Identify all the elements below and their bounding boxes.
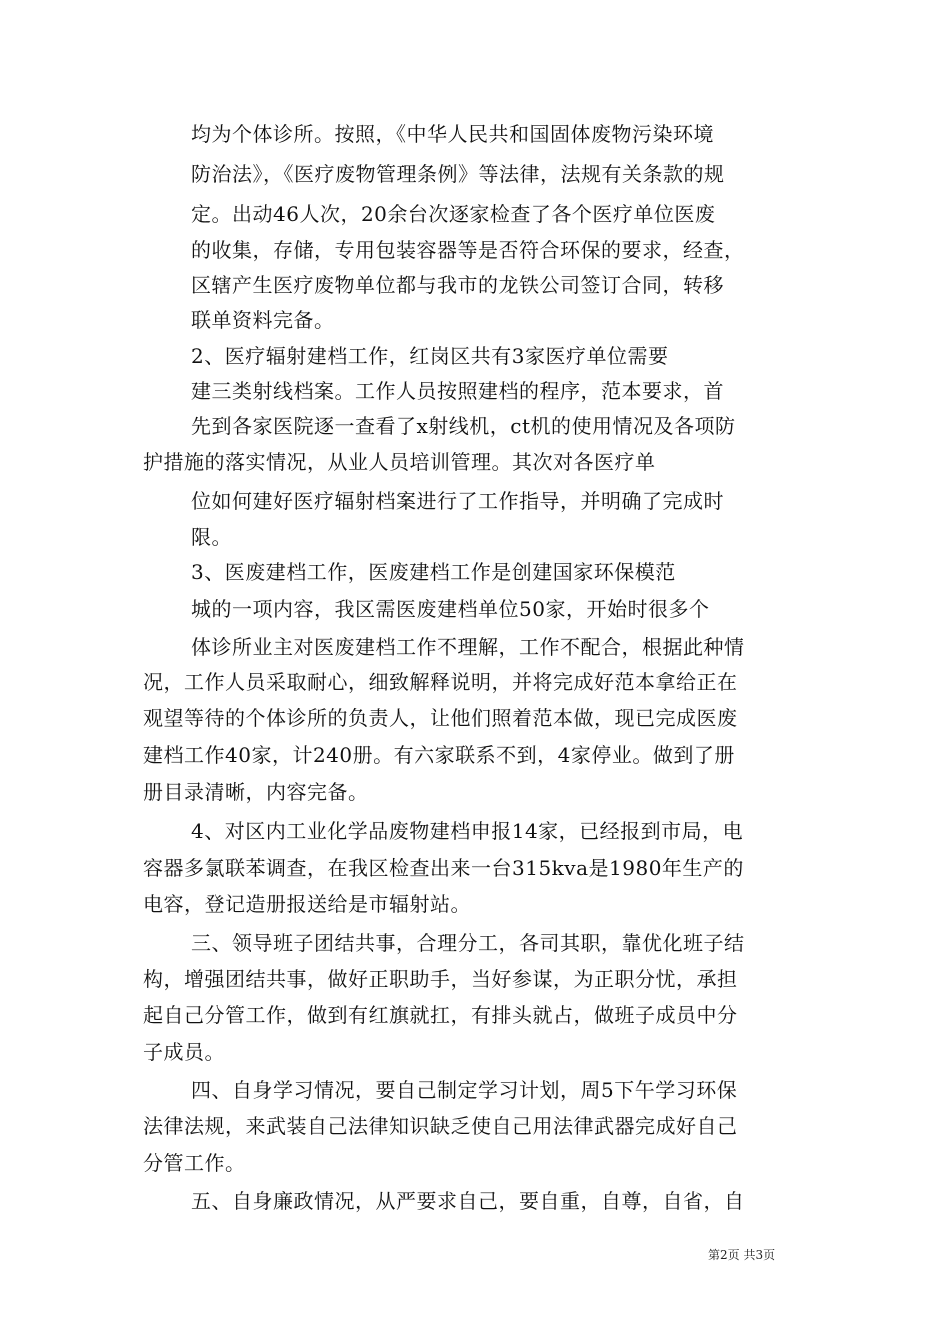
text-line: 区辖产生医疗废物单位都与我市的龙铁公司签订合同，转移 (191, 273, 724, 297)
text-line: 位如何建好医疗辐射档案进行了工作指导，并明确了完成时 (191, 489, 724, 513)
text-line: 城的一项内容，我区需医废建档单位50家，开始时很多个 (191, 597, 710, 621)
text-line: 五、自身廉政情况，从严要求自己，要自重，自尊，自省，自 (191, 1189, 745, 1213)
text-line: 子成员。 (143, 1040, 225, 1064)
text-line: 均为个体诊所。按照，《中华人民共和国固体废物污染环境 (191, 122, 714, 146)
text-line: 防治法》，《医疗废物管理条例》等法律，法规有关条款的规 (191, 162, 725, 186)
text-line: 先到各家医院逐一查看了x射线机，ct机的使用情况及各项防 (191, 414, 736, 438)
text-line: 四、自身学习情况，要自己制定学习计划，周5下午学习环保 (191, 1078, 738, 1102)
text-line: 护措施的落实情况，从业人员培训管理。其次对各医疗单 (143, 450, 656, 474)
text-line: 册目录清晰，内容完备。 (143, 780, 369, 804)
text-line: 构，增强团结共事，做好正职助手，当好参谋，为正职分忧，承担 (143, 967, 738, 991)
text-line: 的收集，存储，专用包装容器等是否符合环保的要求，经查， (191, 238, 745, 262)
text-line: 限。 (191, 525, 232, 549)
text-line: 体诊所业主对医废建档工作不理解，工作不配合，根据此种情 (191, 635, 745, 659)
text-line: 4、对区内工业化学品废物建档申报14家，已经报到市局，电 (191, 819, 744, 843)
text-line: 容器多氯联苯调查，在我区检查出来一台315kva是1980年生产的 (143, 856, 744, 880)
text-line: 建三类射线档案。工作人员按照建档的程序，范本要求，首 (191, 379, 724, 403)
text-line: 定。出动46人次，20余台次逐家检查了各个医疗单位医废 (191, 202, 716, 226)
page-number: 第2页 共3页 (708, 1248, 776, 1262)
text-line: 分管工作。 (143, 1151, 246, 1175)
text-line: 电容，登记造册报送给是市辐射站。 (143, 892, 471, 916)
text-line: 法律法规，来武装自己法律知识缺乏使自己用法律武器完成好自己 (143, 1114, 738, 1138)
text-line: 观望等待的个体诊所的负责人，让他们照着范本做，现已完成医废 (143, 706, 738, 730)
text-line: 联单资料完备。 (191, 308, 335, 332)
text-line: 建档工作40家，计240册。有六家联系不到，4家停业。做到了册 (143, 743, 735, 767)
text-line: 3、医废建档工作，医废建档工作是创建国家环保模范 (191, 560, 676, 584)
text-line: 2、医疗辐射建档工作，红岗区共有3家医疗单位需要 (191, 344, 669, 368)
text-line: 三、领导班子团结共事，合理分工，各司其职，靠优化班子结 (191, 931, 745, 955)
text-line: 况，工作人员采取耐心，细致解释说明，并将完成好范本拿给正在 (143, 670, 738, 694)
text-line: 起自己分管工作，做到有红旗就扛，有排头就占，做班子成员中分 (143, 1003, 738, 1027)
